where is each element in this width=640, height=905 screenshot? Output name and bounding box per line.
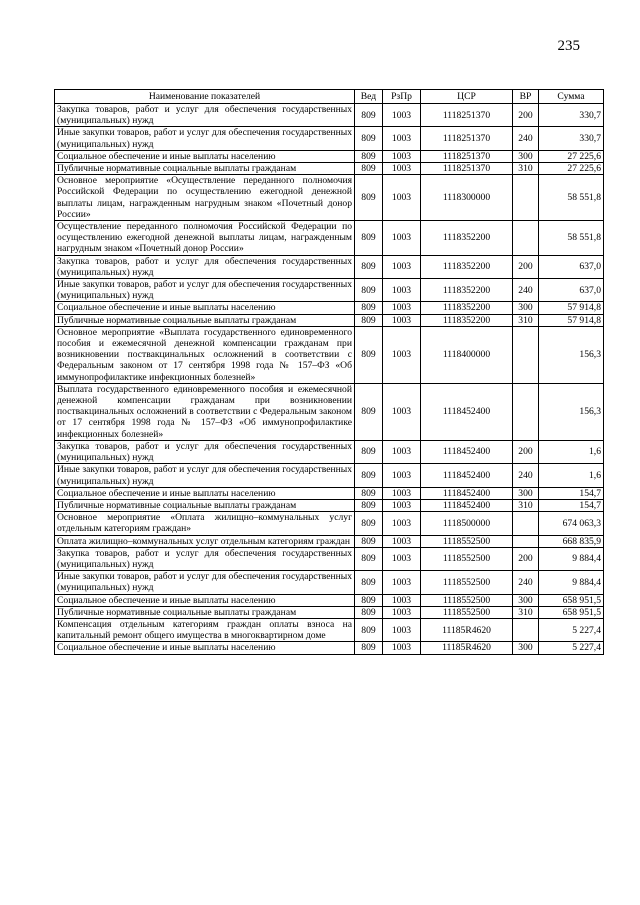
budget-table [54, 89, 604, 655]
cell-ved: 809 [355, 618, 383, 641]
cell-ved: 809 [355, 499, 383, 511]
cell-csr: 11185R4620 [421, 642, 513, 654]
header-sum: Сумма [539, 90, 604, 104]
cell-sum: 1,6 [539, 440, 604, 463]
cell-sum: 668 835,9 [539, 535, 604, 547]
cell-sum: 27 225,6 [539, 150, 604, 162]
cell-sum: 9 884,4 [539, 571, 604, 594]
table-row [55, 127, 604, 150]
header-vr: ВР [513, 90, 539, 104]
cell-ved: 809 [355, 163, 383, 175]
cell-vr: 310 [513, 499, 539, 511]
cell-rzpr: 1003 [383, 314, 421, 326]
table-row [55, 571, 604, 594]
cell-csr: 1118352200 [421, 221, 513, 256]
cell-name: Закупка товаров, работ и услуг для обеспечения государственных (муниципальных) нужд [55, 440, 355, 463]
cell-vr: 310 [513, 606, 539, 618]
cell-csr: 1118552500 [421, 594, 513, 606]
table-row [55, 642, 604, 654]
cell-name: Публичные нормативные социальные выплаты гражданам [55, 163, 355, 175]
cell-name: Иные закупки товаров, работ и услуг для обеспечения государственных (муниципальных) нужд [55, 127, 355, 150]
cell-name: Иные закупки товаров, работ и услуг для обеспечения государственных (муниципальных) нужд [55, 571, 355, 594]
cell-rzpr: 1003 [383, 221, 421, 256]
cell-sum: 637,0 [539, 255, 604, 278]
cell-rzpr: 1003 [383, 326, 421, 383]
cell-vr [513, 512, 539, 535]
cell-csr: 1118452400 [421, 383, 513, 440]
cell-sum: 658 951,5 [539, 594, 604, 606]
table-row [55, 512, 604, 535]
cell-ved: 809 [355, 571, 383, 594]
cell-csr: 1118552500 [421, 547, 513, 570]
cell-vr: 310 [513, 163, 539, 175]
cell-csr: 1118452400 [421, 464, 513, 487]
cell-vr: 240 [513, 464, 539, 487]
cell-rzpr: 1003 [383, 150, 421, 162]
table-row [55, 221, 604, 256]
table-row [55, 279, 604, 302]
cell-vr: 200 [513, 440, 539, 463]
cell-name: Закупка товаров, работ и услуг для обеспечения государственных (муниципальных) нужд [55, 547, 355, 570]
table-row [55, 606, 604, 618]
cell-sum: 27 225,6 [539, 163, 604, 175]
cell-sum: 154,7 [539, 499, 604, 511]
cell-csr: 1118352200 [421, 279, 513, 302]
table-row [55, 326, 604, 383]
cell-rzpr: 1003 [383, 464, 421, 487]
cell-vr: 240 [513, 571, 539, 594]
cell-csr: 1118552500 [421, 571, 513, 594]
table-body [55, 104, 604, 655]
cell-vr: 310 [513, 314, 539, 326]
cell-ved: 809 [355, 221, 383, 256]
cell-name: Основное мероприятие «Оплата жилищно–коммунальных услуг отдельным категориям граждан» [55, 512, 355, 535]
page-number: 235 [557, 38, 580, 54]
cell-rzpr: 1003 [383, 163, 421, 175]
cell-csr: 1118251370 [421, 150, 513, 162]
cell-ved: 809 [355, 464, 383, 487]
cell-csr: 1118352200 [421, 314, 513, 326]
cell-csr: 1118251370 [421, 163, 513, 175]
cell-rzpr: 1003 [383, 104, 421, 127]
cell-vr: 300 [513, 302, 539, 314]
cell-vr [513, 326, 539, 383]
table-row [55, 104, 604, 127]
cell-vr: 300 [513, 150, 539, 162]
table-row [55, 175, 604, 221]
cell-name: Выплата государственного единовременного пособия и ежемесячной денежной компенсации гражданам при возникновении поствакцинальных осложнений в соответствии с Федеральным законом от 17 сентября 1998 года № 157–ФЗ «Об иммунопрофилактике инфекционных болезней» [55, 383, 355, 440]
cell-name: Основное мероприятие «Осуществление переданного полномочия Российской Федерации по осуществлению ежегодной денежной выплаты лицам, награжденным нагрудным знаком «Почетный донор России» [55, 175, 355, 221]
cell-vr [513, 175, 539, 221]
cell-rzpr: 1003 [383, 642, 421, 654]
cell-vr: 240 [513, 279, 539, 302]
cell-ved: 809 [355, 606, 383, 618]
cell-rzpr: 1003 [383, 175, 421, 221]
cell-csr: 1118452400 [421, 499, 513, 511]
cell-name: Социальное обеспечение и иные выплаты населению [55, 302, 355, 314]
cell-name: Социальное обеспечение и иные выплаты населению [55, 642, 355, 654]
cell-ved: 809 [355, 547, 383, 570]
cell-vr: 200 [513, 104, 539, 127]
table-row [55, 547, 604, 570]
cell-vr [513, 221, 539, 256]
cell-rzpr: 1003 [383, 571, 421, 594]
cell-ved: 809 [355, 383, 383, 440]
cell-ved: 809 [355, 440, 383, 463]
cell-csr: 11185R4620 [421, 618, 513, 641]
cell-name: Публичные нормативные социальные выплаты гражданам [55, 314, 355, 326]
cell-name: Закупка товаров, работ и услуг для обеспечения государственных (муниципальных) нужд [55, 255, 355, 278]
cell-rzpr: 1003 [383, 127, 421, 150]
cell-rzpr: 1003 [383, 547, 421, 570]
cell-vr: 300 [513, 594, 539, 606]
cell-sum: 5 227,4 [539, 618, 604, 641]
cell-rzpr: 1003 [383, 618, 421, 641]
cell-ved: 809 [355, 104, 383, 127]
cell-ved: 809 [355, 255, 383, 278]
table-row [55, 487, 604, 499]
table-header-row [55, 90, 604, 104]
cell-vr [513, 618, 539, 641]
cell-name: Иные закупки товаров, работ и услуг для обеспечения государственных (муниципальных) нужд [55, 464, 355, 487]
cell-ved: 809 [355, 487, 383, 499]
cell-csr: 1118552500 [421, 535, 513, 547]
cell-name: Основное мероприятие «Выплата государственного единовременного пособия и ежемесячной денежной компенсации гражданам при возникновении поствакцинальных осложнений в соответствии с Федеральным законом от 17 сентября 1998 года № 157–ФЗ «Об иммунопрофилактике инфекционных болезней» [55, 326, 355, 383]
cell-rzpr: 1003 [383, 606, 421, 618]
cell-ved: 809 [355, 594, 383, 606]
cell-csr: 1118452400 [421, 440, 513, 463]
cell-sum: 9 884,4 [539, 547, 604, 570]
table-row [55, 383, 604, 440]
table-row [55, 314, 604, 326]
cell-csr: 1118352200 [421, 302, 513, 314]
cell-rzpr: 1003 [383, 383, 421, 440]
table-row [55, 499, 604, 511]
table-row [55, 255, 604, 278]
cell-name: Оплата жилищно–коммунальных услуг отдельным категориям граждан [55, 535, 355, 547]
cell-rzpr: 1003 [383, 279, 421, 302]
cell-ved: 809 [355, 535, 383, 547]
header-ved: Вед [355, 90, 383, 104]
cell-ved: 809 [355, 512, 383, 535]
cell-csr: 1118251370 [421, 104, 513, 127]
header-name: Наименование показателей [55, 90, 355, 104]
cell-sum: 330,7 [539, 127, 604, 150]
cell-ved: 809 [355, 175, 383, 221]
cell-csr: 1118300000 [421, 175, 513, 221]
cell-rzpr: 1003 [383, 535, 421, 547]
cell-csr: 1118400000 [421, 326, 513, 383]
cell-sum: 57 914,8 [539, 302, 604, 314]
cell-csr: 1118352200 [421, 255, 513, 278]
cell-vr: 300 [513, 487, 539, 499]
cell-ved: 809 [355, 127, 383, 150]
cell-sum: 637,0 [539, 279, 604, 302]
cell-sum: 674 063,3 [539, 512, 604, 535]
cell-vr: 200 [513, 547, 539, 570]
cell-ved: 809 [355, 642, 383, 654]
header-rzpr: РзПр [383, 90, 421, 104]
cell-vr [513, 383, 539, 440]
cell-sum: 57 914,8 [539, 314, 604, 326]
table-row [55, 618, 604, 641]
table-row [55, 302, 604, 314]
cell-rzpr: 1003 [383, 302, 421, 314]
cell-vr: 200 [513, 255, 539, 278]
table-row [55, 440, 604, 463]
cell-rzpr: 1003 [383, 499, 421, 511]
cell-csr: 1118552500 [421, 606, 513, 618]
table-row [55, 163, 604, 175]
table-row [55, 594, 604, 606]
table-row [55, 150, 604, 162]
cell-name: Компенсация отдельным категориям граждан оплаты взноса на капитальный ремонт общего имущества в многоквартирном доме [55, 618, 355, 641]
cell-ved: 809 [355, 326, 383, 383]
cell-csr: 1118500000 [421, 512, 513, 535]
cell-rzpr: 1003 [383, 255, 421, 278]
cell-rzpr: 1003 [383, 487, 421, 499]
table-row [55, 535, 604, 547]
cell-sum: 58 551,8 [539, 175, 604, 221]
cell-name: Осуществление переданного полномочия Российской Федерации по осуществлению ежегодной денежной выплаты лицам, награжденным нагрудным знаком «Почетный донор России» [55, 221, 355, 256]
cell-ved: 809 [355, 314, 383, 326]
cell-ved: 809 [355, 302, 383, 314]
cell-name: Иные закупки товаров, работ и услуг для обеспечения государственных (муниципальных) нужд [55, 279, 355, 302]
cell-sum: 154,7 [539, 487, 604, 499]
cell-sum: 58 551,8 [539, 221, 604, 256]
cell-vr: 300 [513, 642, 539, 654]
cell-sum: 330,7 [539, 104, 604, 127]
header-csr: ЦСР [421, 90, 513, 104]
cell-ved: 809 [355, 279, 383, 302]
cell-name: Публичные нормативные социальные выплаты гражданам [55, 606, 355, 618]
cell-name: Социальное обеспечение и иные выплаты населению [55, 487, 355, 499]
cell-csr: 1118251370 [421, 127, 513, 150]
cell-vr [513, 535, 539, 547]
cell-sum: 156,3 [539, 383, 604, 440]
cell-sum: 658 951,5 [539, 606, 604, 618]
cell-vr: 240 [513, 127, 539, 150]
cell-name: Закупка товаров, работ и услуг для обеспечения государственных (муниципальных) нужд [55, 104, 355, 127]
cell-sum: 156,3 [539, 326, 604, 383]
cell-ved: 809 [355, 150, 383, 162]
cell-name: Публичные нормативные социальные выплаты гражданам [55, 499, 355, 511]
cell-name: Социальное обеспечение и иные выплаты населению [55, 594, 355, 606]
cell-rzpr: 1003 [383, 440, 421, 463]
cell-csr: 1118452400 [421, 487, 513, 499]
cell-rzpr: 1003 [383, 594, 421, 606]
cell-name: Социальное обеспечение и иные выплаты населению [55, 150, 355, 162]
cell-rzpr: 1003 [383, 512, 421, 535]
cell-sum: 1,6 [539, 464, 604, 487]
cell-sum: 5 227,4 [539, 642, 604, 654]
table-row [55, 464, 604, 487]
